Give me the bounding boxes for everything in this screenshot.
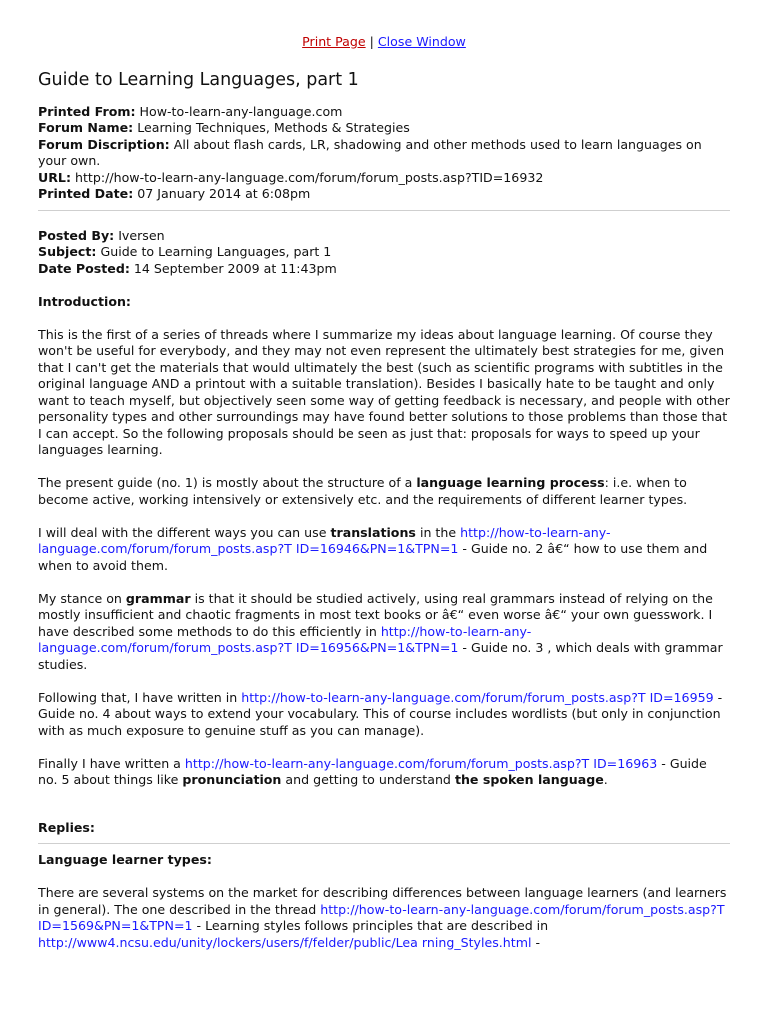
bold-translations: translations <box>330 524 416 540</box>
paragraph-text: - Guide no. 2 â€“ how to use them and when to avoid them. <box>38 541 708 573</box>
reply-paragraph <box>38 885 730 951</box>
link-separator: | <box>369 34 374 49</box>
paragraph-text: Finally I have written a <box>38 755 185 771</box>
page-title: Guide to Learning Languages, part 1 <box>38 69 359 90</box>
replies-heading: Replies: <box>38 819 95 835</box>
guide-2-link[interactable]: http://how-to-learn-any-language.com/forum/forum_posts.asp?T ID=16946&PN=1&TPN=1 <box>38 524 611 556</box>
paragraph-translations <box>38 525 730 575</box>
printed-from-label: Printed From: <box>38 103 136 119</box>
url-value: http://how-to-learn-any-language.com/forum/forum_posts.asp?TID=16932 <box>75 169 544 185</box>
introduction-heading: Introduction: <box>38 293 131 309</box>
printed-from-value: How-to-learn-any-language.com <box>139 103 343 119</box>
posted-by-label: Posted By: <box>38 227 115 243</box>
subject-label: Subject: <box>38 244 97 259</box>
paragraph-text: - Guide no. 3 , which deals with grammar studies. <box>38 640 723 672</box>
paragraph-text: in the <box>415 524 461 540</box>
forum-description-value: All about flash cards, LR, shadowing and other methods used to learn languages on your own. <box>38 136 702 168</box>
paragraph-text: The present guide (no. 1) is mostly about the structure of a <box>38 475 417 490</box>
replies-divider <box>38 843 730 844</box>
guide-3-link[interactable]: http://how-to-learn-any-language.com/forum/forum_posts.asp?T ID=16956&PN=1&TPN=1 <box>38 623 532 655</box>
post-meta <box>38 228 730 278</box>
forum-name-value: Learning Techniques, Methods & Strategies <box>137 120 410 135</box>
paragraph-text: My stance on <box>38 590 126 606</box>
bold-language-learning-process: language learning process <box>416 475 605 490</box>
subject-row <box>38 244 730 261</box>
date-posted-label: Date Posted: <box>38 260 130 276</box>
top-links <box>38 34 730 51</box>
paragraph-text: - Guide no. 5 about things like <box>38 755 707 787</box>
paragraph-intro: This is the first of a series of threads where I summarize my ideas about language learning. Of course they won't be useful for everybody, and they may not even represent the ultimately best strategies for me, given that I can't get the materials that would ultimately the best (such as scientific programs with subtitles in the original language AND a printout with a suitable translation). Besides I basically hate to be taught and only want to teach myself, but objectively seen some way of getting feedback is necessary, and people with other personality types and other surroundings may have found better solutions to those problems than those that I can accept. So the following proposals should be seen as just that: proposals for ways to speed up your languages learning. <box>38 326 730 457</box>
forum-name-label: Forum Name: <box>38 120 134 135</box>
forum-description-label: Forum Discription: <box>38 136 170 152</box>
learning-styles-thread-link[interactable]: http://how-to-learn-any-language.com/forum/forum_posts.asp?T ID=1569&PN=1&TPN=1 <box>38 901 725 933</box>
ncsu-learning-styles-link[interactable]: http://www4.ncsu.edu/unity/lockers/users/f/felder/public/Lea rning_Styles.html <box>38 934 532 950</box>
printed-date-row <box>38 186 730 203</box>
paragraph-text: Following that, I have written in <box>38 689 242 705</box>
paragraph-vocabulary <box>38 690 730 740</box>
posted-by-row <box>38 228 730 245</box>
date-posted-value: 14 September 2009 at 11:43pm <box>133 260 337 276</box>
guide-4-link[interactable]: http://how-to-learn-any-language.com/forum/forum_posts.asp?T ID=16959 <box>241 689 714 705</box>
paragraph-structure <box>38 475 730 508</box>
forum-description-row <box>38 137 730 170</box>
print-page-link[interactable]: Print Page <box>302 34 366 49</box>
subject-value: Guide to Learning Languages, part 1 <box>100 244 332 259</box>
paragraph-grammar <box>38 591 730 674</box>
post-body <box>38 294 730 789</box>
paragraph-text: There are several systems on the market for describing differences between language learners (and learners in general). The one described in the thread <box>38 885 727 917</box>
guide-5-link[interactable]: http://how-to-learn-any-language.com/forum/forum_posts.asp?T ID=16963 <box>184 755 658 771</box>
paragraph-text: I will deal with the different ways you can use <box>38 524 331 540</box>
paragraph-text: : i.e. when to become active, working intensively or extensively etc. and the requirements of different learner types. <box>38 475 688 507</box>
bold-grammar: grammar <box>125 590 191 606</box>
printed-date-value: 07 January 2014 at 6:08pm <box>137 186 311 201</box>
learner-types-heading: Language learner types: <box>38 852 212 867</box>
forum-name-row <box>38 120 730 137</box>
url-label: URL: <box>38 169 71 185</box>
paragraph-text: . <box>603 772 608 787</box>
posted-by-value: Iversen <box>118 227 165 243</box>
paragraph-text: is that it should be studied actively, using real grammars instead of relying on the mostly insufficient and chaotic fragments in most text books or â€“ even worse â€“ your own guesswork. I have described some methods to do this efficiently in <box>38 590 713 639</box>
replies-section <box>38 820 730 952</box>
bold-pronunciation: pronunciation <box>182 772 282 787</box>
date-posted-row <box>38 261 730 278</box>
printed-meta <box>38 104 730 203</box>
paragraph-text: - Learning styles follows principles that are described in <box>192 918 549 933</box>
paragraph-text: - <box>531 934 541 950</box>
printable-post-page <box>38 0 730 951</box>
url-row <box>38 170 730 187</box>
printed-from-row <box>38 104 730 121</box>
close-window-link[interactable]: Close Window <box>377 34 466 49</box>
paragraph-pronunciation <box>38 756 730 789</box>
paragraph-text: - Guide no. 4 about ways to extend your vocabulary. This of course includes wordlists (but only in conjunction with as much exposure to genuine stuff as you can manage). <box>38 689 723 738</box>
paragraph-text: and getting to understand <box>281 772 455 787</box>
printed-date-label: Printed Date: <box>38 186 134 201</box>
bold-spoken-language: the spoken language <box>454 772 604 787</box>
